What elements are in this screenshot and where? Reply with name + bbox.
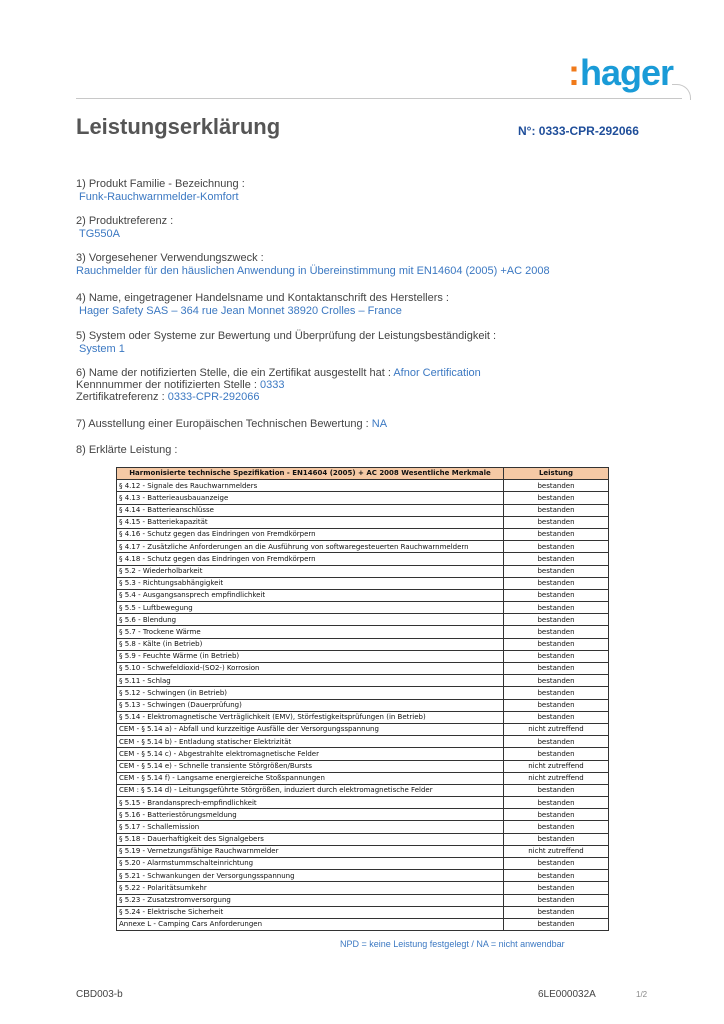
criterion-cell: § 5.8 - Kälte (in Betrieb) — [117, 638, 504, 650]
table-row — [117, 638, 609, 650]
section-4-label: 4) Name, eingetragener Handelsname und Kontaktanschrift des Herstellers : — [76, 292, 449, 304]
result-cell: bestanden — [504, 870, 609, 882]
section-6-label: 6) Name der notifizierten Stelle, die ein Zertifikat ausgestellt hat : — [76, 367, 391, 379]
table-row — [117, 760, 609, 772]
criterion-cell: § 5.23 - Zusatzstromversorgung — [117, 894, 504, 906]
result-cell: bestanden — [504, 748, 609, 760]
criterion-cell: § 5.15 - Brandansprech-empfindlichkeit — [117, 797, 504, 809]
criterion-cell: § 4.14 - Batterieanschlüsse — [117, 504, 504, 516]
table-row — [117, 492, 609, 504]
result-cell: bestanden — [504, 650, 609, 662]
section-4-value: Hager Safety SAS – 364 rue Jean Monnet 38920 Crolles – France — [79, 305, 402, 317]
result-cell: bestanden — [504, 906, 609, 918]
table-row — [117, 699, 609, 711]
table-row — [117, 516, 609, 528]
table-row — [117, 821, 609, 833]
table-body — [117, 480, 609, 931]
header-divider — [76, 98, 682, 99]
criterion-cell: § 5.10 - Schwefeldioxid-(SO2-) Korrosion — [117, 663, 504, 675]
section-1-value: Funk-Rauchwarnmelder-Komfort — [79, 191, 239, 203]
criterion-cell: § 5.21 - Schwankungen der Versorgungsspannung — [117, 870, 504, 882]
section-2-value: TG550A — [79, 228, 120, 240]
result-cell: bestanden — [504, 736, 609, 748]
table-row — [117, 650, 609, 662]
criterion-cell: § 5.7 - Trockene Wärme — [117, 626, 504, 638]
section-6-value: Afnor Certification — [393, 367, 481, 379]
criterion-cell: § 5.6 - Blendung — [117, 614, 504, 626]
table-row — [117, 723, 609, 735]
criterion-cell: § 5.13 - Schwingen (Dauerprüfung) — [117, 699, 504, 711]
result-cell: bestanden — [504, 480, 609, 492]
table-header-row — [117, 468, 609, 480]
result-cell: bestanden — [504, 675, 609, 687]
table-row — [117, 480, 609, 492]
table-row — [117, 711, 609, 723]
criterion-cell: § 5.3 - Richtungsabhängigkeit — [117, 577, 504, 589]
table-row — [117, 882, 609, 894]
result-cell: bestanden — [504, 541, 609, 553]
table-row — [117, 675, 609, 687]
table-header-spec: Harmonisierte technische Spezifikation - EN14604 (2005) + AC 2008 Wesentliche Merkmale — [117, 468, 504, 480]
criterion-cell: CEM - § 5.14 e) - Schnelle transiente Störgrößen/Bursts — [117, 760, 504, 772]
table-header-performance: Leistung — [504, 468, 609, 480]
criterion-cell: § 5.19 - Vernetzungsfähige Rauchwarnmelder — [117, 845, 504, 857]
section-5-label: 5) System oder Systeme zur Bewertung und Überprüfung der Leistungsbeständigkeit : — [76, 330, 497, 342]
footer-right-code: 6LE000032A — [538, 989, 596, 1000]
result-cell: bestanden — [504, 663, 609, 675]
table-row — [117, 858, 609, 870]
page-number: 1/2 — [636, 990, 648, 999]
section-6b-value: 0333 — [260, 379, 285, 391]
table-row — [117, 541, 609, 553]
table-row — [117, 626, 609, 638]
result-cell: bestanden — [504, 699, 609, 711]
criterion-cell: § 5.22 - Polaritätsumkehr — [117, 882, 504, 894]
result-cell: bestanden — [504, 516, 609, 528]
result-cell: bestanden — [504, 797, 609, 809]
result-cell: bestanden — [504, 602, 609, 614]
result-cell: bestanden — [504, 821, 609, 833]
section-6c-label: Zertifikatreferenz : — [76, 391, 165, 403]
table-row — [117, 528, 609, 540]
result-cell: bestanden — [504, 638, 609, 650]
criterion-cell: § 4.13 - Batterieausbauanzeige — [117, 492, 504, 504]
criterion-cell: § 4.17 - Zusätzliche Anforderungen an die Ausführung von softwaregesteuerten Rauchwarnmeldern — [117, 541, 504, 553]
result-cell: bestanden — [504, 882, 609, 894]
result-cell: bestanden — [504, 492, 609, 504]
section-1-label: 1) Produkt Familie - Bezeichnung : — [76, 178, 245, 190]
result-cell: bestanden — [504, 784, 609, 796]
criterion-cell: § 5.18 - Dauerhaftigkeit des Signalgebers — [117, 833, 504, 845]
table-row — [117, 663, 609, 675]
result-cell: bestanden — [504, 687, 609, 699]
criterion-cell: CEM - § 5.14 c) - Abgestrahlte elektromagnetische Felder — [117, 748, 504, 760]
result-cell: nicht zutreffend — [504, 772, 609, 784]
result-cell: bestanden — [504, 565, 609, 577]
table-row — [117, 833, 609, 845]
criterion-cell: § 5.11 - Schlag — [117, 675, 504, 687]
footer-left-code: CBD003-b — [76, 989, 123, 1000]
criterion-cell: CEM : § 5.14 d) - Leitungsgeführte Störgrößen, induziert durch elektromagnetische Felder — [117, 784, 504, 796]
section-7-value: NA — [371, 418, 388, 430]
table-row — [117, 614, 609, 626]
logo-dots: : — [568, 52, 579, 93]
criterion-cell: § 5.2 - Wiederholbarkeit — [117, 565, 504, 577]
table-row — [117, 809, 609, 821]
logo-text: hager — [580, 52, 674, 93]
table-row — [117, 797, 609, 809]
table-row — [117, 553, 609, 565]
criterion-cell: Annexe L - Camping Cars Anforderungen — [117, 918, 504, 930]
criterion-cell: § 5.16 - Batteriestörungsmeldung — [117, 809, 504, 821]
table-row — [117, 504, 609, 516]
criterion-cell: § 5.12 - Schwingen (in Betrieb) — [117, 687, 504, 699]
result-cell: bestanden — [504, 833, 609, 845]
header-divider-curve — [672, 84, 691, 100]
result-cell: bestanden — [504, 918, 609, 930]
legend-note: NPD = keine Leistung festgelegt / NA = nicht anwendbar — [340, 939, 565, 949]
section-3-value: Rauchmelder für den häuslichen Anwendung in Übereinstimmung mit EN14604 (2005) +AC 2008 — [76, 265, 550, 277]
section-6b-label: Kennnummer der notifizierten Stelle : — [76, 379, 257, 391]
table-row — [117, 736, 609, 748]
table-row — [117, 845, 609, 857]
result-cell: bestanden — [504, 504, 609, 516]
section-5-value: System 1 — [79, 343, 125, 355]
page-title: Leistungserklärung — [76, 114, 281, 139]
table-row — [117, 748, 609, 760]
section-8-label: 8) Erklärte Leistung : — [76, 444, 178, 456]
result-cell: bestanden — [504, 858, 609, 870]
hager-logo — [568, 52, 673, 94]
criterion-cell: CEM - § 5.14 a) - Abfall und kurzzeitige Ausfälle der Versorgungsspannung — [117, 723, 504, 735]
performance-table — [116, 467, 609, 931]
criterion-cell: § 4.12 - Signale des Rauchwarnmelders — [117, 480, 504, 492]
result-cell: bestanden — [504, 711, 609, 723]
section-7-line — [76, 418, 387, 431]
result-cell: nicht zutreffend — [504, 723, 609, 735]
result-cell: bestanden — [504, 614, 609, 626]
result-cell: bestanden — [504, 809, 609, 821]
criterion-cell: § 4.15 - Batteriekapazität — [117, 516, 504, 528]
section-7-label: 7) Ausstellung einer Europäischen Technischen Bewertung : — [76, 418, 369, 430]
table-row — [117, 687, 609, 699]
criterion-cell: § 5.5 - Luftbewegung — [117, 602, 504, 614]
table-row — [117, 918, 609, 930]
criterion-cell: § 5.9 - Feuchte Wärme (in Betrieb) — [117, 650, 504, 662]
table-row — [117, 870, 609, 882]
table-row — [117, 772, 609, 784]
criterion-cell: § 5.4 - Ausgangsansprech empfindlichkeit — [117, 589, 504, 601]
criterion-cell: CEM - § 5.14 b) - Entladung statischer Elektrizität — [117, 736, 504, 748]
document-number: N°: 0333-CPR-292066 — [518, 124, 639, 138]
result-cell: bestanden — [504, 528, 609, 540]
section-3-label: 3) Vorgesehener Verwendungszweck : — [76, 252, 264, 264]
result-cell: nicht zutreffend — [504, 760, 609, 772]
criterion-cell: CEM - § 5.14 f) - Langsame energiereiche Stoßspannungen — [117, 772, 504, 784]
result-cell: bestanden — [504, 894, 609, 906]
section-6c-line — [76, 391, 259, 404]
result-cell: nicht zutreffend — [504, 845, 609, 857]
table-row — [117, 577, 609, 589]
criterion-cell: § 5.24 - Elektrische Sicherheit — [117, 906, 504, 918]
table-row — [117, 589, 609, 601]
result-cell: bestanden — [504, 626, 609, 638]
table-row — [117, 602, 609, 614]
criterion-cell: § 5.14 - Elektromagnetische Verträglichkeit (EMV), Störfestigkeitsprüfungen (in Betrieb) — [117, 711, 504, 723]
section-2-label: 2) Produktreferenz : — [76, 215, 174, 227]
result-cell: bestanden — [504, 553, 609, 565]
criterion-cell: § 5.20 - Alarmstummschalteinrichtung — [117, 858, 504, 870]
section-6c-value: 0333-CPR-292066 — [167, 391, 260, 403]
criterion-cell: § 4.18 - Schutz gegen das Eindringen von Fremdkörpern — [117, 553, 504, 565]
table-row — [117, 784, 609, 796]
result-cell: bestanden — [504, 589, 609, 601]
table-row — [117, 565, 609, 577]
result-cell: bestanden — [504, 577, 609, 589]
criterion-cell: § 5.17 - Schallemission — [117, 821, 504, 833]
table-row — [117, 894, 609, 906]
criterion-cell: § 4.16 - Schutz gegen das Eindringen von Fremdkörpern — [117, 528, 504, 540]
table-row — [117, 906, 609, 918]
